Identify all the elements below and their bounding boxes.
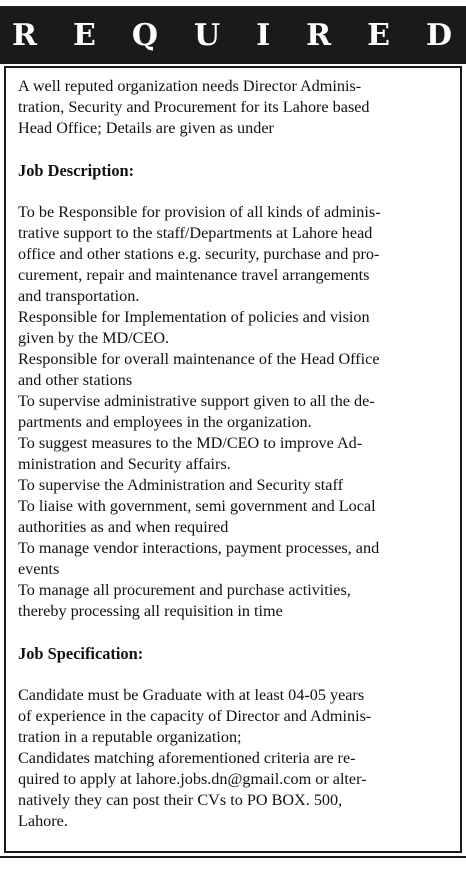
description-line: curement, repair and maintenance travel arrangements	[18, 266, 370, 284]
description-line: Responsible for Implementation of policies and vision	[18, 308, 370, 326]
description-line: and transportation.	[18, 287, 140, 305]
description-line: To supervise the Administration and Security staff	[18, 476, 343, 494]
specification-line: of experience in the capacity of Director and Adminis-	[18, 707, 372, 725]
job-specification-heading: Job Specification:	[18, 644, 144, 663]
banner-letter: R	[306, 17, 332, 53]
specification-line: natively they can post their CVs to PO BOX. 500,	[18, 791, 343, 809]
intro-line: tration, Security and Procurement for its Lahore based	[18, 98, 370, 116]
description-line: To manage all procurement and purchase activities,	[18, 581, 351, 599]
job-description-heading: Job Description:	[18, 161, 135, 180]
banner-letter: Q	[131, 17, 158, 53]
banner-letter: R	[12, 17, 37, 53]
description-line: To supervise administrative support given to all the de-	[18, 392, 375, 410]
description-line: authorities as and when required	[18, 518, 229, 536]
description-line: trative support to the staff/Departments at Lahore head	[18, 224, 373, 242]
specification-line: Candidate must be Graduate with at least 04-05 years	[18, 686, 365, 704]
intro-line: A well reputed organization needs Director Adminis-	[18, 77, 362, 95]
description-line: thereby processing all requisition in time	[18, 602, 283, 620]
description-line: partments and employees in the organization.	[18, 413, 312, 431]
description-line: office and other stations e.g. security, purchase and pro-	[18, 245, 380, 263]
description-line: events	[18, 560, 60, 578]
description-line: To manage vendor interactions, payment processes, and	[18, 539, 380, 557]
required-banner	[0, 7, 466, 64]
intro-paragraph	[18, 76, 452, 139]
description-line: ministration and Security affairs.	[18, 455, 231, 473]
specification-line: Candidates matching aforementioned criteria are re-	[18, 749, 356, 767]
ad-content-box	[4, 66, 462, 853]
bottom-border-line	[0, 856, 466, 858]
specification-line: Lahore.	[18, 812, 68, 830]
job-specification-body	[18, 685, 452, 832]
description-line: To be Responsible for provision of all kinds of adminis-	[18, 203, 381, 221]
intro-line: Head Office; Details are given as under	[18, 119, 274, 137]
description-line: given by the MD/CEO.	[18, 329, 170, 347]
specification-line: tration in a reputable organization;	[18, 728, 242, 746]
banner-letter: D	[425, 17, 452, 53]
description-line: and other stations	[18, 371, 133, 389]
description-line: To liaise with government, semi government and Local	[18, 497, 376, 515]
description-line: To suggest measures to the MD/CEO to improve Ad-	[18, 434, 363, 452]
banner-letter: U	[193, 17, 221, 53]
specification-line: quired to apply at lahore.jobs.dn@gmail.com or alter-	[18, 770, 367, 788]
banner-letter: E	[367, 17, 390, 53]
top-border-strip	[0, 0, 466, 7]
description-line: Responsible for overall maintenance of the Head Office	[18, 350, 380, 368]
banner-letter: I	[256, 17, 271, 53]
banner-letter: E	[72, 17, 96, 53]
job-description-body	[18, 202, 452, 622]
